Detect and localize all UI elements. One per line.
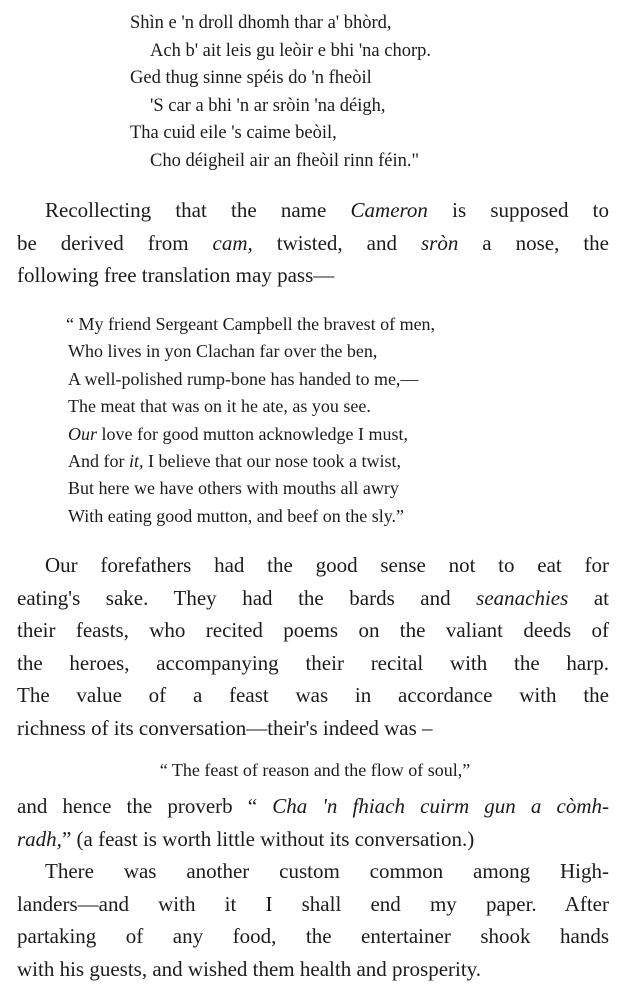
paragraph-forefathers [17, 549, 609, 744]
english-verse [66, 311, 435, 530]
text-line: Our forefathers had the good sense not to eat for [45, 553, 609, 577]
paragraph-recollecting [17, 194, 609, 292]
paragraph-custom [17, 855, 609, 985]
gaelic-verse [130, 10, 431, 176]
verse-line: Shìn e 'n droll dhomh thar a' bhòrd, [130, 13, 392, 33]
text-line: with his guests, and wished them health and prosperity. [17, 956, 482, 981]
verse-line: Who lives in yon Clachan far over the ben, [68, 341, 378, 362]
text-line: There was another custom common among High- [45, 859, 609, 883]
verse-line: Tha cuid eile 's caime beòil, [130, 123, 337, 144]
paragraph-proverb [17, 790, 609, 855]
text-line: Recollecting that the name Cameron is supposed to [45, 198, 610, 222]
verse-line: Ach b' ait leis gu leòir e bhi 'na chorp. [150, 40, 432, 61]
text-line: partaking of any food, the entertainer shook hands [17, 924, 609, 948]
text-line: The value of a feast was in accordance with the [17, 683, 609, 707]
text-line: their feasts, who recited poems on the valiant deeds of [17, 618, 609, 642]
verse-line: A well-polished rump-bone has handed to me,— [68, 368, 419, 389]
verse-line: And for it, I believe that our nose took a twist, [68, 451, 401, 472]
text-line: eating's sake. They had the bards and seanachies at [17, 585, 610, 610]
text-line: the heroes, accompanying their recital with the harp. [17, 650, 609, 675]
verse-line: 'S car a bhi 'n ar sròin 'na déigh, [150, 95, 386, 116]
verse-line: The meat that was on it he ate, as you see. [68, 396, 371, 417]
verse-line: But here we have others with mouths all awry [68, 478, 399, 499]
text-line: richness of its conversation—their's indeed was – [17, 715, 433, 740]
verse-line: With eating good mutton, and beef on the sly.” [68, 505, 405, 526]
verse-line: Cho déigheil air an fheòil rinn féin." [150, 150, 420, 171]
text-line: following free translation may pass— [17, 263, 335, 287]
text-line: and hence the proverb “ Cha 'n fhiach cuirm gun a còmh- [17, 794, 609, 818]
verse-line: “ My friend Sergeant Campbell the bravest of men, [66, 314, 436, 334]
text-line: radh,” (a feast is worth little without its conversation.) [17, 826, 475, 851]
center-quote: “ The feast of reason and the flow of soul,” [159, 760, 471, 780]
text-line: be derived from cam, twisted, and sròn a nose, the [17, 230, 609, 255]
verse-line: Our love for good mutton acknowledge I must, [68, 423, 408, 444]
verse-line: Ged thug sinne spéis do 'n fheòil [130, 68, 372, 89]
text-line: landers—and with it I shall end my paper. After [17, 891, 609, 916]
